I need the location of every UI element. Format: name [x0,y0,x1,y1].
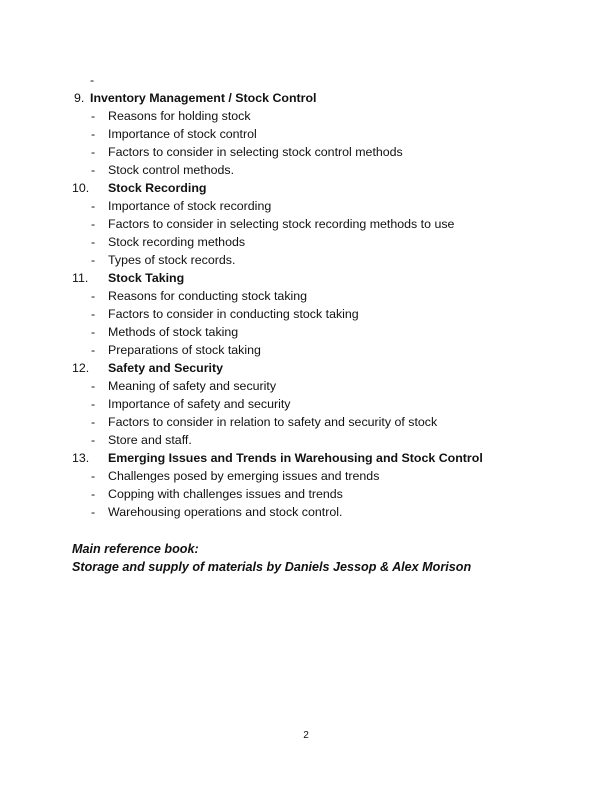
list-item-text: Warehousing operations and stock control. [108,505,343,519]
list-item-text: Methods of stock taking [108,325,239,339]
reference-label: Main reference book: [72,542,199,556]
list-item-text: Importance of stock control [108,127,257,141]
bullet-dash: - [91,415,96,429]
section-title: Stock Recording [108,181,207,195]
bullet-dash: - [91,469,96,483]
section-title: Emerging Issues and Trends in Warehousing and Stock Control [108,451,483,465]
list-item-text: Challenges posed by emerging issues and trends [108,469,380,483]
list-item-text: Importance of stock recording [108,199,272,213]
bullet-dash: - [91,289,96,303]
bullet-dash: - [91,217,96,231]
list-item-text: Factors to consider in conducting stock taking [108,307,359,321]
bullet-dash: - [91,433,96,447]
bullet-dash: - [91,325,96,339]
list-item-text: Meaning of safety and security [108,379,277,393]
list-item-text: Store and staff. [108,433,192,447]
section-title: Stock Taking [108,271,185,285]
section-number: 13. [72,451,90,465]
bullet-dash: - [91,397,96,411]
bullet-dash: - [91,199,96,213]
list-item-text: Stock control methods. [108,163,235,177]
section-number: 9. [74,91,85,105]
reference-book: Storage and supply of materials by Daniels Jessop & Alex Morison [72,560,472,574]
bullet-dash: - [91,163,96,177]
list-item-text: Reasons for holding stock [108,109,251,123]
list-item-text: Types of stock records. [108,253,236,267]
bullet-dash: - [91,145,96,159]
section-number: 11. [72,271,89,285]
list-item-text: Factors to consider in relation to safety and security of stock [108,415,438,429]
section-number: 10. [72,181,90,195]
bullet-dash: - [91,235,96,249]
bullet-dash: - [91,343,96,357]
bullet-dash: - [91,487,96,501]
page-number: 2 [303,730,309,741]
section-number: 12. [72,361,90,375]
list-item-text: Factors to consider in selecting stock control methods [108,145,403,159]
list-item-text: Copping with challenges issues and trends [108,487,343,501]
list-item-text: Importance of safety and security [108,397,291,411]
section-title: Safety and Security [108,361,224,375]
section-title: Inventory Management / Stock Control [90,91,317,105]
bullet-dash: - [91,127,96,141]
list-item-text: Preparations of stock taking [108,343,261,357]
bullet-dash: - [91,505,96,519]
list-item-text: Reasons for conducting stock taking [108,289,308,303]
bullet-dash: - [91,307,96,321]
leading-dash: - [90,73,95,87]
list-item-text: Stock recording methods [108,235,246,249]
bullet-dash: - [91,379,96,393]
bullet-dash: - [91,253,96,267]
list-item-text: Factors to consider in selecting stock recording methods to use [108,217,455,231]
bullet-dash: - [91,109,96,123]
